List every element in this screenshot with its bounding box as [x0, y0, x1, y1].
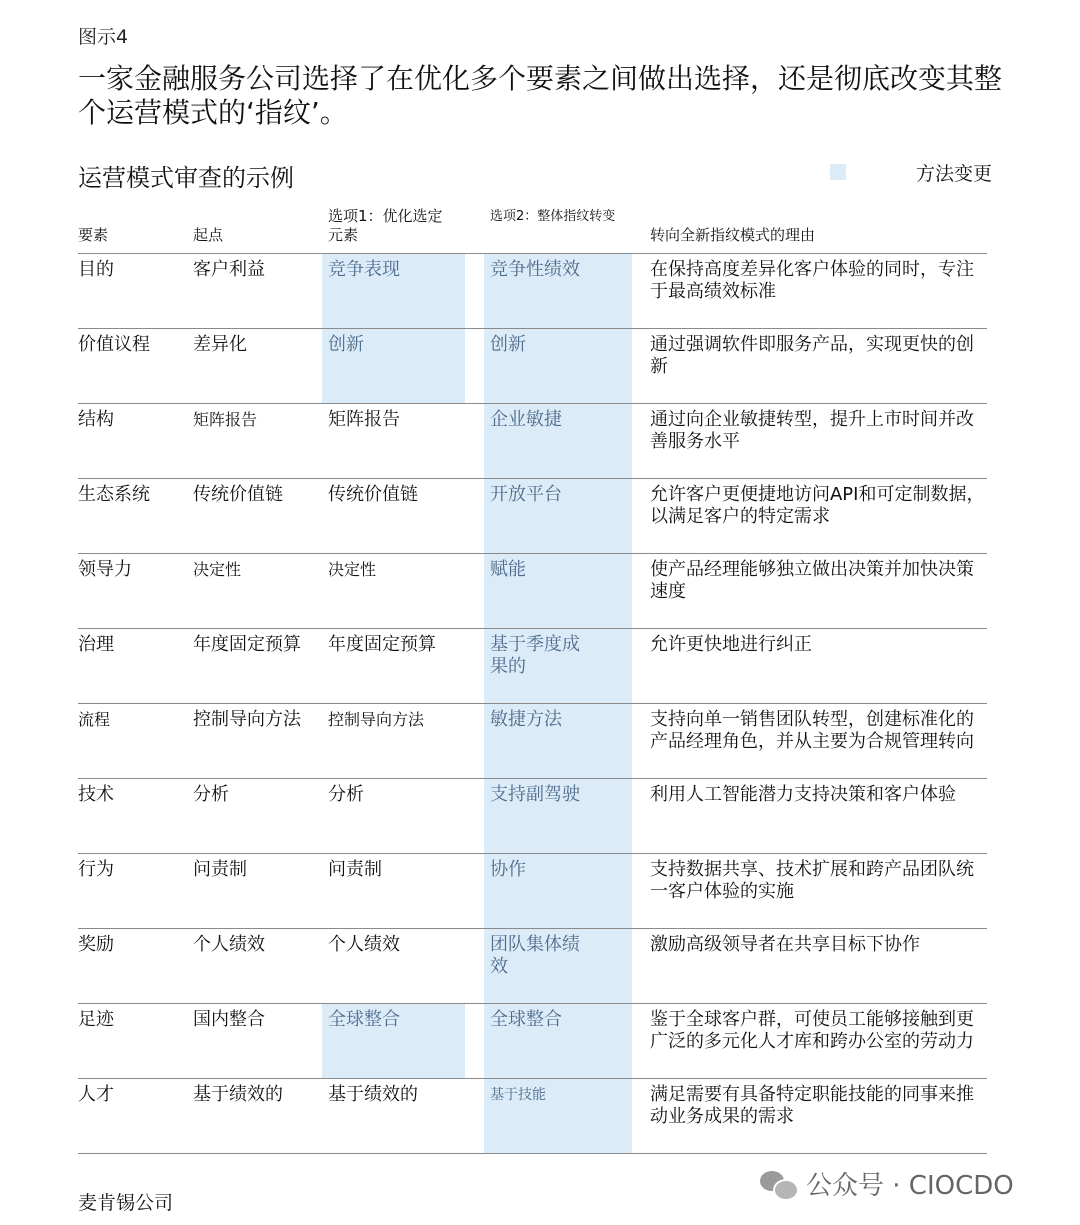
row-divider	[78, 1078, 987, 1079]
cell-element: 行为	[78, 859, 114, 880]
table-subtitle: 运营模式审查的示例	[78, 164, 294, 192]
cell-reason: 激励高级领导者在共享目标下协作	[650, 934, 920, 955]
wechat-icon	[760, 1169, 796, 1199]
cell-reason: 满足需要有具备特定职能技能的同事来推动业务成果的需求	[650, 1084, 974, 1127]
cell-option2: 敏捷方法	[490, 709, 562, 730]
cell-option2: 支持副驾驶	[490, 784, 580, 805]
cell-option2: 基于季度成果的	[490, 634, 580, 677]
cell-option1: 年度固定预算	[328, 634, 436, 655]
cell-reason: 通过强调软件即服务产品，实现更快的创新	[650, 334, 974, 377]
row-divider	[78, 853, 987, 854]
cell-start: 年度固定预算	[193, 634, 301, 655]
cell-option1: 矩阵报告	[328, 409, 400, 430]
cell-start: 矩阵报告	[193, 410, 258, 429]
row-divider	[78, 253, 987, 254]
row-divider	[78, 1153, 987, 1154]
headline: 一家金融服务公司选择了在优化多个要素之间做出选择，还是彻底改变其整个运营模式的‘指纹’。	[78, 62, 1003, 129]
row-divider	[78, 1003, 987, 1004]
cell-option1: 控制导向方法	[328, 710, 425, 729]
cell-option2: 基于技能	[490, 1087, 546, 1103]
cell-option2: 赋能	[490, 559, 526, 580]
cell-element: 技术	[78, 784, 114, 805]
row-divider	[78, 553, 987, 554]
watermark-text: 公众号 · CIOCDO	[806, 1171, 1014, 1201]
cell-start: 控制导向方法	[193, 709, 301, 730]
legend-swatch	[830, 164, 846, 180]
cell-option2: 团队集体绩效	[490, 934, 580, 977]
cell-element: 目的	[78, 259, 114, 280]
cell-start: 决定性	[193, 560, 242, 579]
cell-reason: 支持向单一销售团队转型，创建标准化的产品经理角色，并从主要为合规管理转向	[650, 709, 974, 752]
cell-start: 传统价值链	[193, 484, 283, 505]
cell-option1: 竞争表现	[328, 259, 400, 280]
header-start: 起点	[193, 226, 224, 244]
header-option2: 选项2：整体指纹转变	[490, 209, 616, 224]
cell-element: 足迹	[78, 1009, 114, 1030]
cell-option2: 企业敏捷	[490, 409, 562, 430]
cell-option1: 传统价值链	[328, 484, 418, 505]
row-divider	[78, 928, 987, 929]
cell-start: 问责制	[193, 859, 247, 880]
cell-start: 国内整合	[193, 1009, 265, 1030]
cell-start: 基于绩效的	[193, 1084, 283, 1105]
cell-start: 分析	[193, 784, 229, 805]
cell-option1: 个人绩效	[328, 934, 400, 955]
cell-option1: 全球整合	[328, 1009, 400, 1030]
cell-reason: 鉴于全球客户群，可使员工能够接触到更广泛的多元化人才库和跨办公室的劳动力	[650, 1009, 974, 1052]
cell-option2: 协作	[490, 859, 526, 880]
cell-start: 差异化	[193, 334, 247, 355]
cell-reason: 通过向企业敏捷转型，提升上市时间并改善服务水平	[650, 409, 974, 452]
cell-element: 奖励	[78, 934, 114, 955]
cell-reason: 允许更快地进行纠正	[650, 634, 812, 655]
cell-option2: 开放平台	[490, 484, 562, 505]
cell-element: 领导力	[78, 559, 132, 580]
cell-option1: 创新	[328, 334, 364, 355]
cell-element: 流程	[78, 710, 111, 729]
cell-start: 客户利益	[193, 259, 265, 280]
row-divider	[78, 328, 987, 329]
cell-element: 价值议程	[78, 334, 150, 355]
cell-reason: 使产品经理能够独立做出决策并加快决策速度	[650, 559, 974, 602]
source-label: 麦肯锡公司	[78, 1192, 174, 1214]
cell-element: 治理	[78, 634, 114, 655]
cell-element: 结构	[78, 409, 114, 430]
cell-reason: 利用人工智能潜力支持决策和客户体验	[650, 784, 956, 805]
cell-option1: 分析	[328, 784, 364, 805]
cell-reason: 支持数据共享、技术扩展和跨产品团队统一客户体验的实施	[650, 859, 974, 902]
cell-option1: 基于绩效的	[328, 1084, 418, 1105]
exhibit-label: 图示4	[78, 26, 129, 48]
header-option1: 选项1：优化选定元素	[328, 207, 443, 244]
cell-option1: 决定性	[328, 560, 377, 579]
cell-option2: 全球整合	[490, 1009, 562, 1030]
cell-element: 生态系统	[78, 484, 150, 505]
row-divider	[78, 703, 987, 704]
cell-start: 个人绩效	[193, 934, 265, 955]
legend-label: 方法变更	[916, 163, 993, 185]
cell-reason: 在保持高度差异化客户体验的同时，专注于最高绩效标准	[650, 259, 974, 302]
cell-element: 人才	[78, 1084, 114, 1105]
cell-option2: 创新	[490, 334, 526, 355]
header-reason: 转向全新指纹模式的理由	[650, 226, 816, 244]
cell-option2: 竞争性绩效	[490, 259, 580, 280]
header-element: 要素	[78, 226, 109, 244]
row-divider	[78, 403, 987, 404]
row-divider	[78, 478, 987, 479]
cell-reason: 允许客户更便捷地访问API和可定制数据，以满足客户的特定需求	[650, 484, 985, 527]
cell-option1: 问责制	[328, 859, 382, 880]
row-divider	[78, 778, 987, 779]
row-divider	[78, 628, 987, 629]
watermark	[760, 1165, 1014, 1202]
